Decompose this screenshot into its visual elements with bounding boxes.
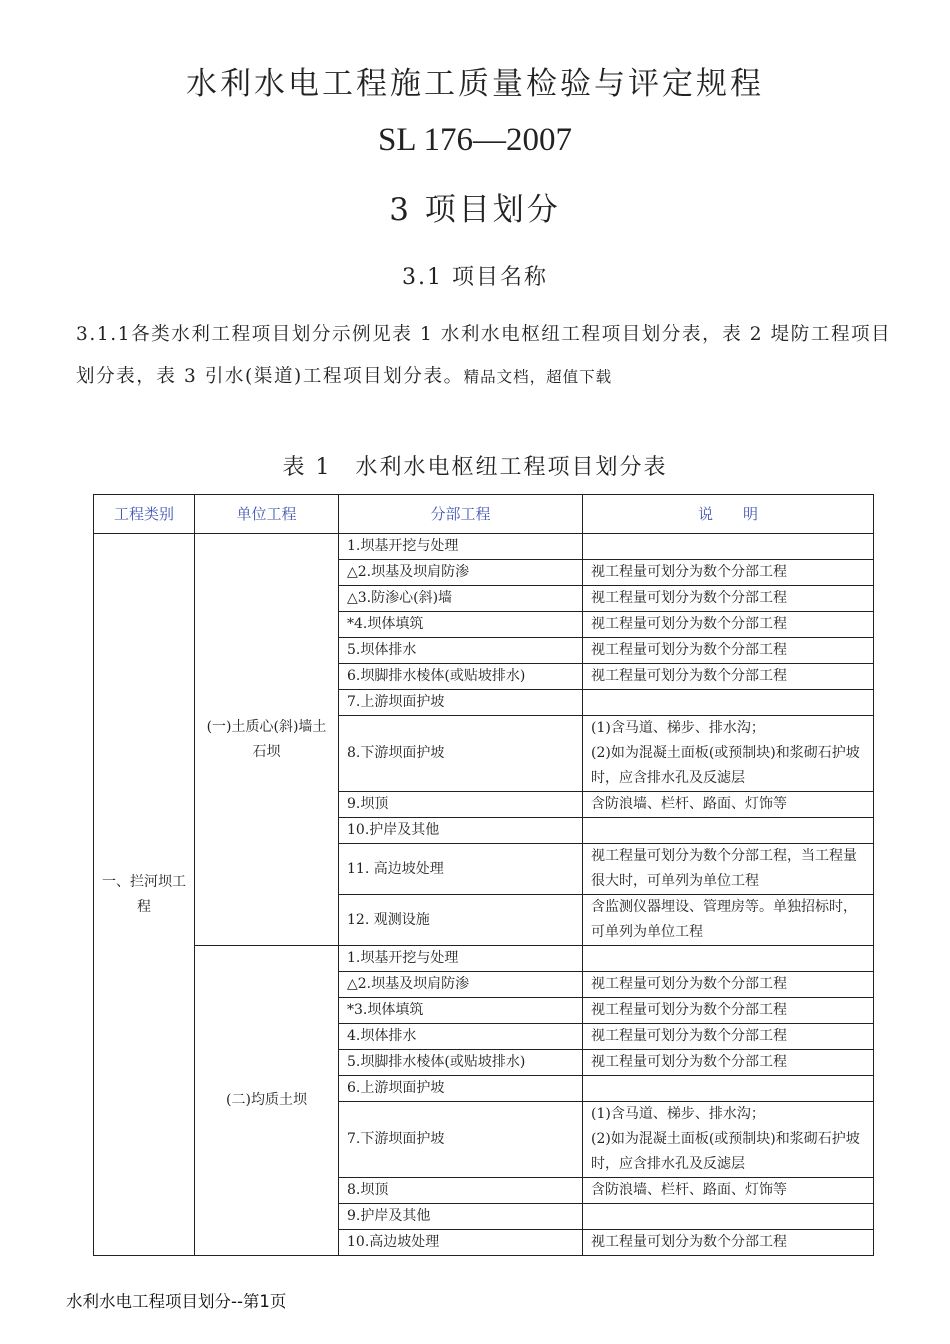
part-cell: 9.护岸及其他 [339, 1204, 583, 1230]
note-cell: 视工程量可划分为数个分部工程 [583, 972, 874, 998]
note-cell [583, 534, 874, 560]
unit-cell: (一)土质心(斜)墙土石坝 [195, 534, 339, 946]
header-unit: 单位工程 [195, 495, 339, 534]
note-cell: 视工程量可划分为数个分部工程 [583, 1230, 874, 1256]
part-cell: 1.坝基开挖与处理 [339, 534, 583, 560]
chapter-heading: 3 项目划分 [389, 192, 561, 228]
note-cell: 视工程量可划分为数个分部工程，当工程量很大时，可单列为单位工程 [583, 844, 874, 895]
note-cell: 视工程量可划分为数个分部工程 [583, 586, 874, 612]
note-cell [583, 690, 874, 716]
part-cell: *4.坝体填筑 [339, 612, 583, 638]
part-cell: 4.坝体排水 [339, 1024, 583, 1050]
part-cell: 6.上游坝面护坡 [339, 1076, 583, 1102]
part-cell: 9.坝顶 [339, 792, 583, 818]
part-cell: 5.坝体排水 [339, 638, 583, 664]
part-cell: 1.坝基开挖与处理 [339, 946, 583, 972]
note-cell: 视工程量可划分为数个分部工程 [583, 998, 874, 1024]
page-footer: 水利水电工程项目划分--第1页 [66, 1292, 287, 1311]
note-cell: 视工程量可划分为数个分部工程 [583, 664, 874, 690]
part-cell: △2.坝基及坝肩防渗 [339, 560, 583, 586]
part-cell: △2.坝基及坝肩防渗 [339, 972, 583, 998]
note-cell: 视工程量可划分为数个分部工程 [583, 638, 874, 664]
part-cell: 7.下游坝面护坡 [339, 1102, 583, 1178]
project-division-table [93, 494, 874, 1256]
standard-code: SL 176—2007 [377, 122, 573, 158]
note-cell [583, 1204, 874, 1230]
part-cell: 11. 高边坡处理 [339, 844, 583, 895]
intro-text: 3.1.1各类水利工程项目划分示例见表 1 水利水电枢纽工程项目划分表，表 2 堤防工程项目划分表，表 3 引水(渠道)工程项目划分表。 [76, 324, 892, 387]
part-cell: 8.坝顶 [339, 1178, 583, 1204]
part-cell: 12. 观测设施 [339, 895, 583, 946]
part-cell: 10.护岸及其他 [339, 818, 583, 844]
part-cell: 10.高边坡处理 [339, 1230, 583, 1256]
note-cell: 视工程量可划分为数个分部工程 [583, 1050, 874, 1076]
note-cell: 含防浪墙、栏杆、路面、灯饰等 [583, 792, 874, 818]
part-cell: *3.坝体填筑 [339, 998, 583, 1024]
table-body [94, 534, 874, 1256]
part-cell: 8.下游坝面护坡 [339, 716, 583, 792]
promo-note: 精品文档，超值下载 [463, 368, 613, 386]
part-cell: △3.防渗心(斜)墙 [339, 586, 583, 612]
note-cell: 视工程量可划分为数个分部工程 [583, 1024, 874, 1050]
note-cell: 含监测仪器埋设、管理房等。单独招标时，可单列为单位工程 [583, 895, 874, 946]
header-category: 工程类别 [94, 495, 195, 534]
unit-cell: (二)均质土坝 [195, 946, 339, 1256]
table-caption: 表 1 水利水电枢纽工程项目划分表 [282, 455, 668, 480]
note-cell: (1)含马道、梯步、排水沟； (2)如为混凝土面板(或预制块)和浆砌石护坡时，应含排水孔及反滤层 [583, 716, 874, 792]
document-title: 水利水电工程施工质量检验与评定规程 [186, 66, 764, 102]
note-cell [583, 818, 874, 844]
note-cell [583, 946, 874, 972]
table-row [94, 946, 874, 972]
header-note: 说 明 [583, 495, 874, 534]
section-heading: 3.1 项目名称 [402, 265, 548, 290]
part-cell: 5.坝脚排水棱体(或贴坡排水) [339, 1050, 583, 1076]
intro-paragraph [76, 314, 896, 398]
part-cell: 6.坝脚排水棱体(或贴坡排水) [339, 664, 583, 690]
table-header-row [94, 495, 874, 534]
note-cell: 含防浪墙、栏杆、路面、灯饰等 [583, 1178, 874, 1204]
table-row [94, 534, 874, 560]
part-cell: 7.上游坝面护坡 [339, 690, 583, 716]
category-cell: 一、拦河坝工程 [94, 534, 195, 1256]
note-cell: (1)含马道、梯步、排水沟； (2)如为混凝土面板(或预制块)和浆砌石护坡时，应含排水孔及反滤层 [583, 1102, 874, 1178]
note-cell [583, 1076, 874, 1102]
note-cell: 视工程量可划分为数个分部工程 [583, 612, 874, 638]
header-part: 分部工程 [339, 495, 583, 534]
note-cell: 视工程量可划分为数个分部工程 [583, 560, 874, 586]
